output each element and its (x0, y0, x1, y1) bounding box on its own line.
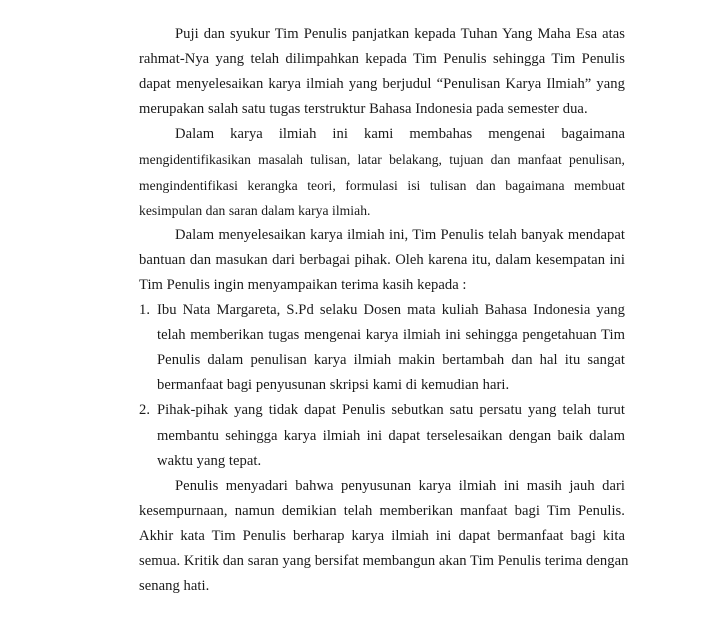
text-line: Akhir kata Tim Penulis berharap karya ilmiah ini dapat bermanfaat bagi kita (139, 527, 625, 544)
paragraph-gratitude (139, 22, 625, 122)
paragraph-scope (139, 122, 625, 222)
text-line: bermanfaat bagi penyusunan skripsi kami di kemudian hari. (157, 377, 510, 394)
text-line: semua. Kritik dan saran yang bersifat membangun akan Tim Penulis terima dengan (139, 552, 629, 569)
text-line: waktu yang tepat. (157, 452, 262, 469)
list-number: 1. (139, 302, 151, 319)
paragraph-acknowledgement (139, 223, 625, 298)
thanks-list (139, 298, 625, 474)
text-line: Penulis dalam penulisan karya ilmiah makin bertambah dan hal itu sangat (157, 352, 625, 369)
list-item-first-line (139, 398, 625, 423)
text-line: kesempurnaan, namun demikian telah memberikan manfaat bagi Tim Penulis. (139, 502, 625, 519)
paragraph-closing (139, 474, 629, 599)
text-line: Dalam menyelesaikan karya ilmiah ini, Tim Penulis telah banyak mendapat (175, 226, 625, 243)
text-line: bantuan dan masukan dari berbagai pihak. Oleh karena itu, dalam kesempatan ini (139, 251, 625, 268)
text-line: dapat menyelesaikan karya ilmiah yang berjudul “Penulisan Karya Ilmiah” yang (139, 76, 625, 93)
list-item (139, 398, 625, 473)
text-line: Dalam karya ilmiah ini kami membahas mengenai bagaimana (175, 126, 625, 143)
text-line: mengindentifikasi kerangka teori, formulasi isi tulisan dan bagaimana membuat (139, 177, 625, 193)
text-line: kesimpulan dan saran dalam karya ilmiah. (139, 202, 371, 218)
text-line: membantu sehingga karya ilmiah ini dapat terselesaikan dengan baik dalam (157, 427, 625, 444)
text-line: Penulis menyadari bahwa penyusunan karya ilmiah ini masih jauh dari (175, 477, 625, 494)
document-body (139, 22, 629, 599)
list-item-first-line (139, 298, 625, 323)
text-line: Ibu Nata Margareta, S.Pd selaku Dosen mata kuliah Bahasa Indonesia yang (157, 302, 625, 319)
text-line: rahmat-Nya yang telah dilimpahkan kepada Tim Penulis sehingga Tim Penulis (139, 51, 625, 68)
text-line: Tim Penulis ingin menyampaikan terima kasih kepada : (139, 276, 467, 293)
text-line: mengidentifikasikan masalah tulisan, latar belakang, tujuan dan manfaat penulisan, (139, 152, 625, 168)
text-line: senang hati. (139, 578, 210, 595)
text-line: Pihak-pihak yang tidak dapat Penulis sebutkan satu persatu yang telah turut (157, 402, 625, 419)
list-number: 2. (139, 402, 151, 419)
text-line: Puji dan syukur Tim Penulis panjatkan kepada Tuhan Yang Maha Esa atas (175, 26, 625, 42)
text-line: merupakan salah satu tugas terstruktur Bahasa Indonesia pada semester dua. (139, 101, 588, 118)
list-item (139, 298, 625, 398)
text-line: telah memberikan tugas mengenai karya ilmiah ini sehingga pengetahuan Tim (157, 327, 625, 344)
